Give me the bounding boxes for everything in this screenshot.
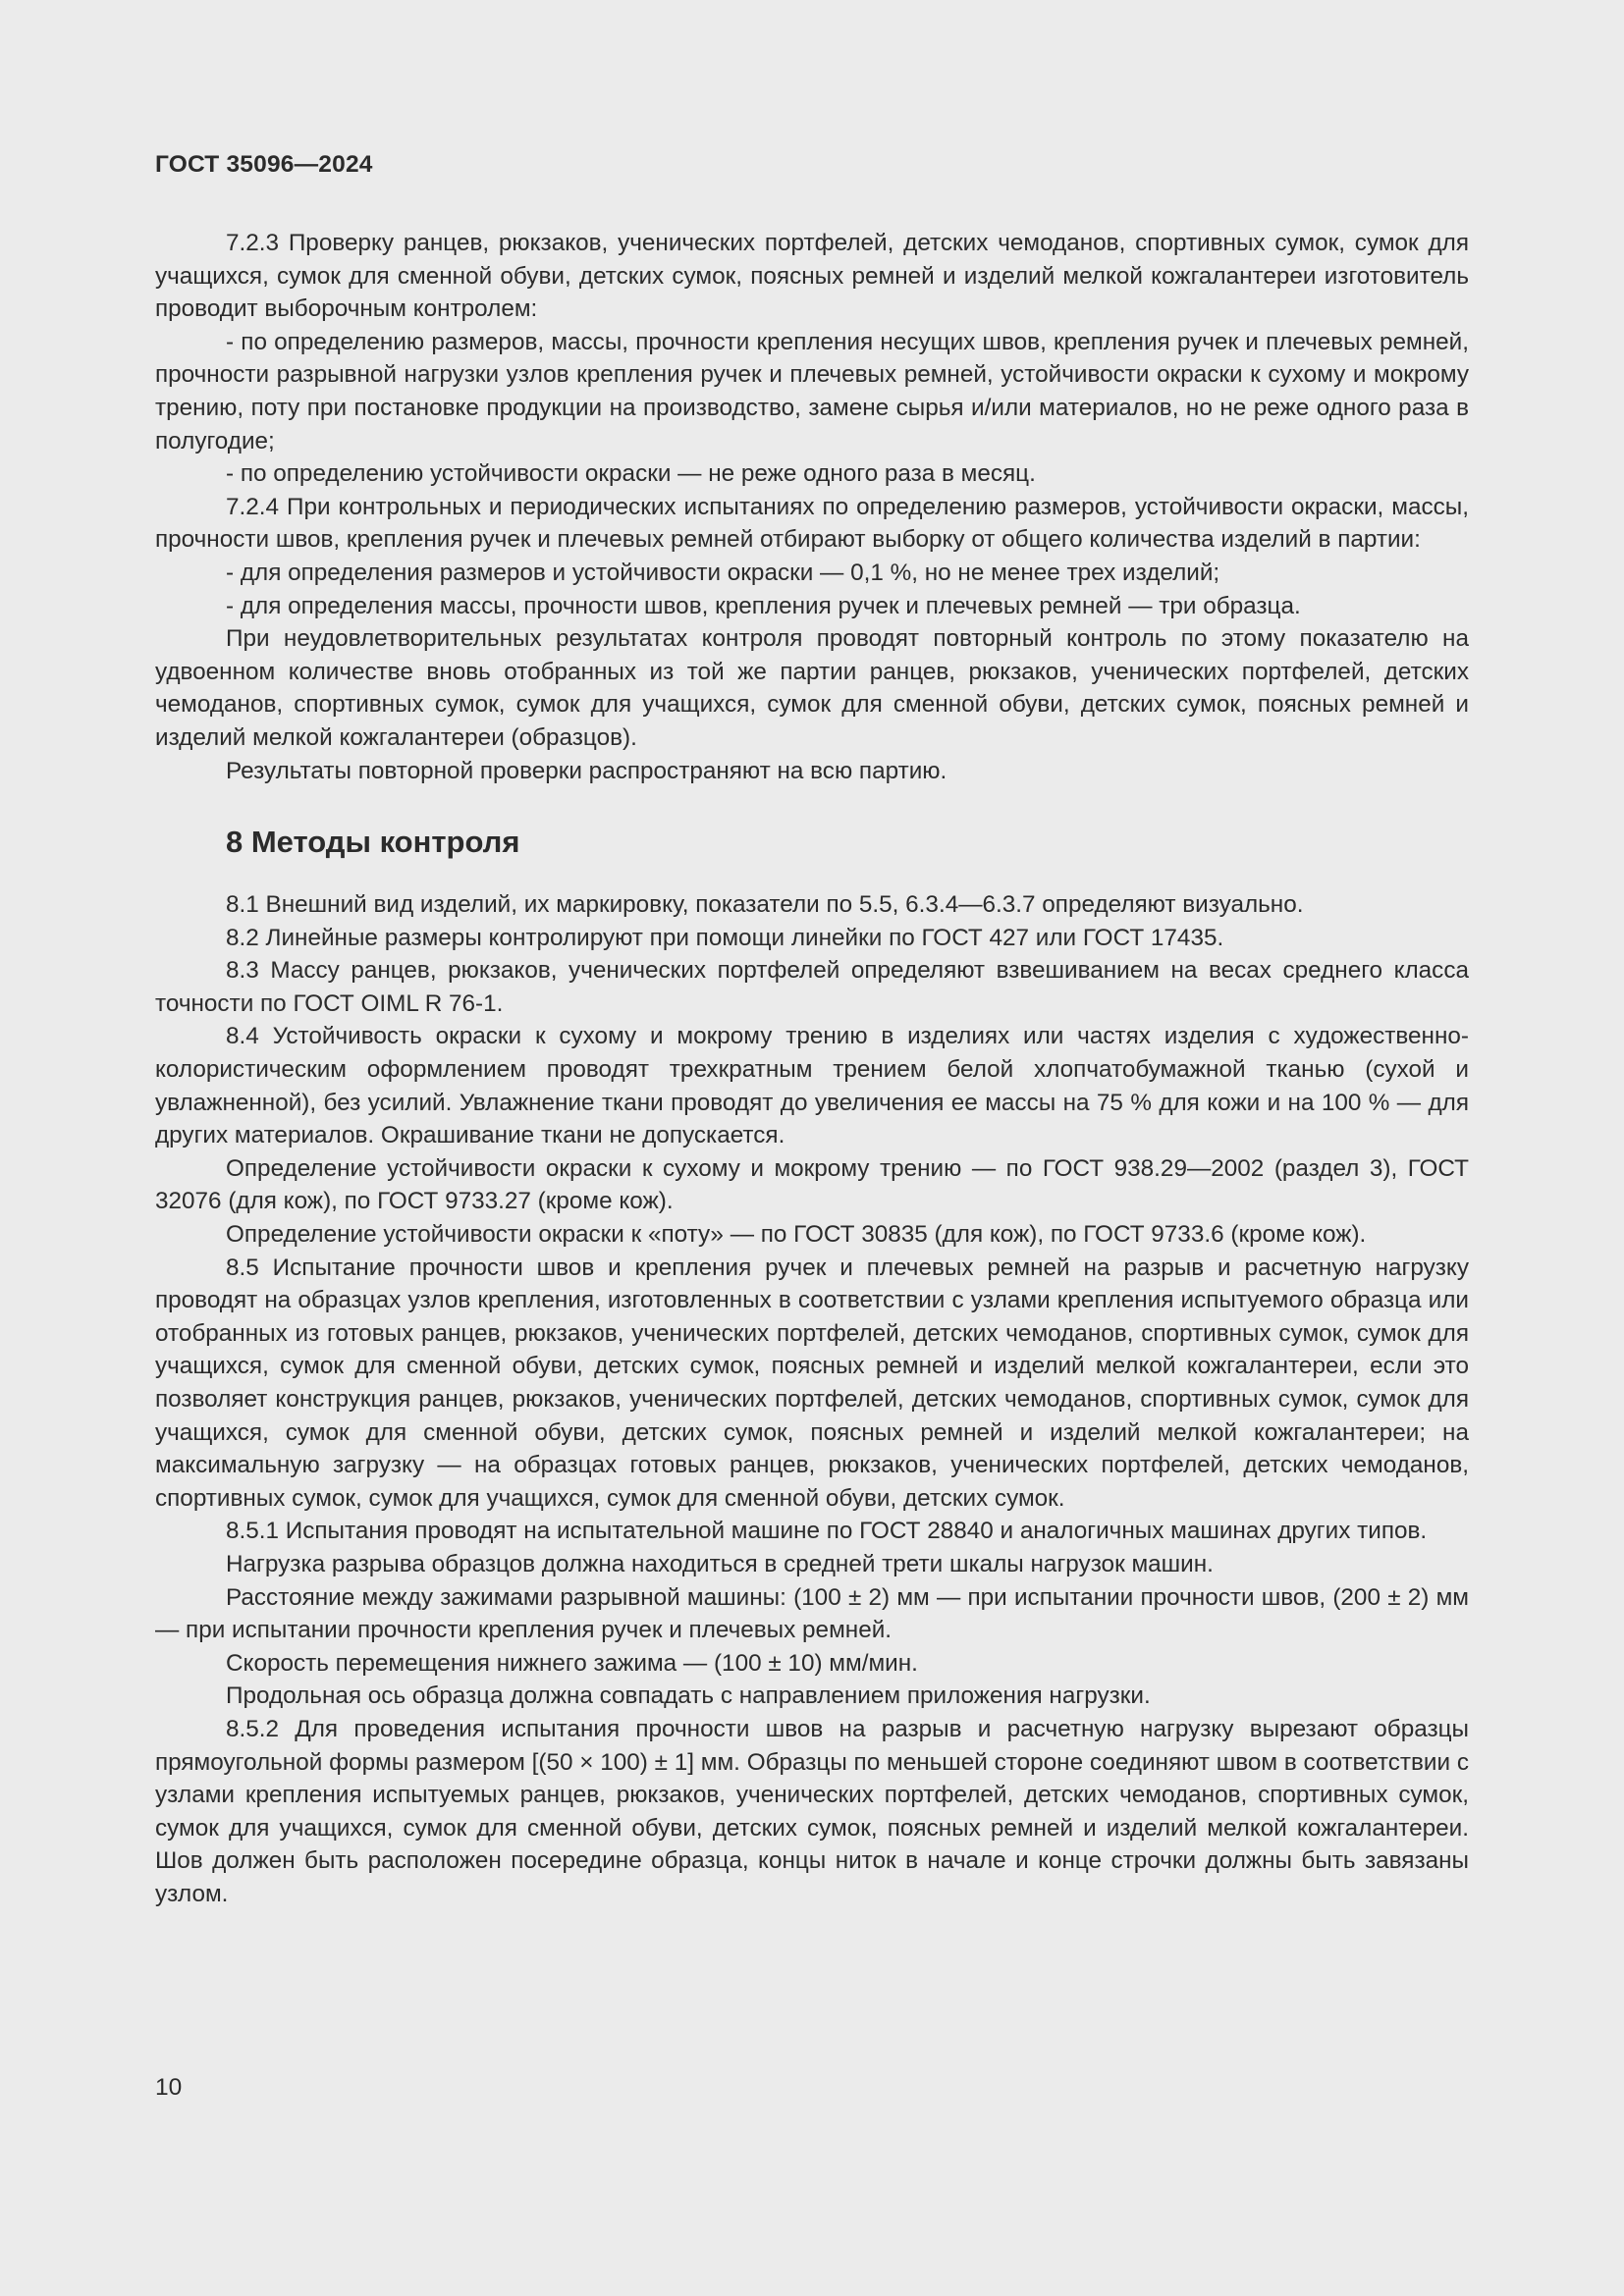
paragraph: Расстояние между зажимами разрывной машины: (100 ± 2) мм — при испытании прочности швов, (200 ± 2) мм — при испытании прочности крепления ручек и плечевых ремней. <box>155 1583 1469 1644</box>
paragraph: - для определения массы, прочности швов, крепления ручек и плечевых ремней — три образца. <box>226 592 1301 619</box>
section-heading: 8 Методы контроля <box>226 825 520 860</box>
paragraph: 7.2.4 При контрольных и периодических испытаниях по определению размеров, устойчивости окраски, массы, прочности швов, крепления ручек и плечевых ремней отбирают выборку от общего количества изделий в партии: <box>155 493 1469 554</box>
paragraph: 7.2.3 Проверку ранцев, рюкзаков, ученических портфелей, детских чемоданов, спортивных сумок, сумок для учащихся, сумок для сменной обуви, детских сумок, поясных ремней и изделий мелкой кожгалантереи изготовитель проводит выборочным контролем: <box>155 230 1469 323</box>
paragraph: 8.3 Массу ранцев, рюкзаков, ученических портфелей определяют взвешиванием на весах среднего класса точности по ГОСТ OIML R 76-1. <box>155 957 1469 1017</box>
paragraph: Продольная ось образца должна совпадать с направлением приложения нагрузки. <box>226 1682 1151 1710</box>
document-body <box>155 227 1469 1911</box>
paragraph: - для определения размеров и устойчивости окраски — 0,1 %, но не менее трех изделий; <box>226 559 1220 586</box>
paragraph: Определение устойчивости окраски к «поту» — по ГОСТ 30835 (для кож), по ГОСТ 9733.6 (кроме кож). <box>226 1221 1367 1249</box>
paragraph: - по определению размеров, массы, прочности крепления несущих швов, крепления ручек и плечевых ремней, прочности разрывной нагрузки узлов крепления ручек и плечевых ремней, устойчивости окраски к сухому и мокрому трению, поту при постановке продукции на производство, замене сырья и/или материалов, но не реже одного раза в полугодие; <box>155 328 1469 454</box>
paragraph: Нагрузка разрыва образцов должна находиться в средней трети шкалы нагрузок машин. <box>226 1550 1214 1577</box>
paragraph: 8.2 Линейные размеры контролируют при помощи линейки по ГОСТ 427 или ГОСТ 17435. <box>226 924 1224 951</box>
paragraph: - по определению устойчивости окраски — не реже одного раза в месяц. <box>226 460 1036 488</box>
paragraph: 8.1 Внешний вид изделий, их маркировку, показатели по 5.5, 6.3.4—6.3.7 определяют визуально. <box>226 891 1304 919</box>
paragraph: 8.4 Устойчивость окраски к сухому и мокрому трению в изделиях или частях изделия с художественно-колористическим оформлением проводят трехкратным трением белой хлопчатобумажной тканью (сухой и увлажненной), без усилий. Увлажнение ткани проводят до увеличения ее массы на 75 % для кожи и на 100 % — для других материалов. Окрашивание ткани не допускается. <box>155 1023 1469 1149</box>
paragraph: При неудовлетворительных результатах контроля проводят повторный контроль по этому показателю на удвоенном количестве вновь отобранных из той же партии ранцев, рюкзаков, ученических портфелей, детских чемоданов, спортивных сумок, сумок для учащихся, сумок для сменной обуви, детских сумок, поясных ремней и изделий мелкой кожгалантереи (образцов). <box>155 625 1469 751</box>
document-header: ГОСТ 35096—2024 <box>155 151 373 178</box>
paragraph: 8.5.1 Испытания проводят на испытательной машине по ГОСТ 28840 и аналогичных машинах других типов. <box>226 1518 1428 1545</box>
paragraph: 8.5 Испытание прочности швов и крепления ручек и плечевых ремней на разрыв и расчетную нагрузку проводят на образцах узлов крепления, изготовленных в соответствии с узлами крепления испытуемого образца или отобранных из готовых ранцев, рюкзаков, ученических портфелей, детских чемоданов, спортивных сумок, сумок для учащихся, сумок для сменной обуви, детских сумок, поясных ремней и изделий мелкой кожгалантереи, если это позволяет конструкция ранцев, рюкзаков, ученических портфелей, детских чемоданов, спортивных сумок, сумок для учащихся, сумок для сменной обуви, детских сумок, поясных ремней и изделий мелкой кожгалантереи; на максимальную загрузку — на образцах готовых ранцев, рюкзаков, ученических портфелей, детских чемоданов, спортивных сумок, сумок для учащихся, сумок для сменной обуви, детских сумок. <box>155 1254 1469 1512</box>
paragraph: Результаты повторной проверки распространяют на всю партию. <box>226 757 947 784</box>
page-number: 10 <box>155 2074 183 2101</box>
paragraph: 8.5.2 Для проведения испытания прочности швов на разрыв и расчетную нагрузку вырезают образцы прямоугольной формы размером [(50 × 100) ± 1] мм. Образцы по меньшей стороне соединяют швом в соответствии с узлами крепления испытуемых ранцев, рюкзаков, ученических портфелей, детских чемоданов, спортивных сумок, сумок для учащихся, сумок для сменной обуви, детских сумок, поясных ремней и изделий мелкой кожгалантереи. Шов должен быть расположен посередине образца, концы ниток в начале и конце строчки должны быть завязаны узлом. <box>155 1715 1469 1907</box>
paragraph: Определение устойчивости окраски к сухому и мокрому трению — по ГОСТ 938.29—2002 (раздел 3), ГОСТ 32076 (для кож), по ГОСТ 9733.27 (кроме кож). <box>155 1154 1469 1215</box>
paragraph: Скорость перемещения нижнего зажима — (100 ± 10) мм/мин. <box>226 1649 918 1677</box>
